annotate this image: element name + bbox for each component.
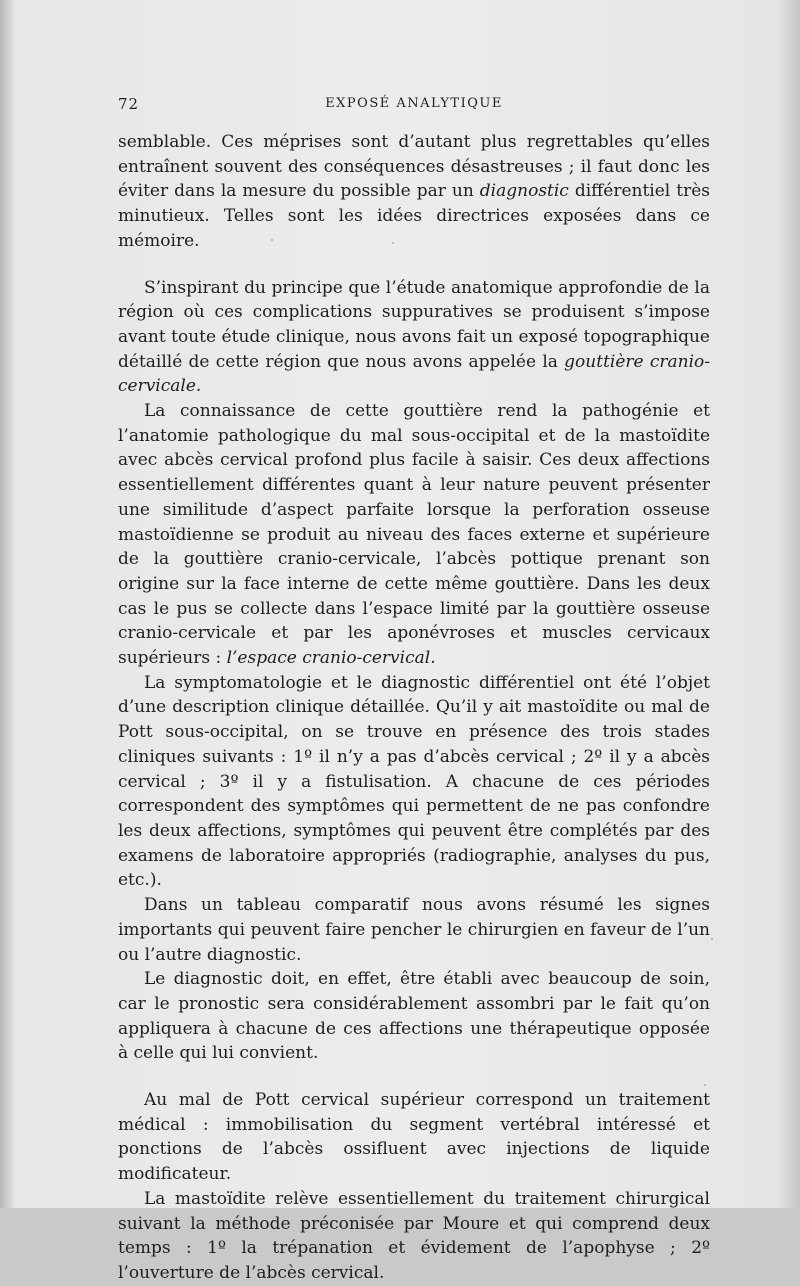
paragraph-1-tail: différentiel très minutieux. Telles sont les idées directrices exposées dans ce mémoire. [118, 181, 710, 251]
paragraph-2-italic: gouttière cranio-cervicale. [118, 351, 711, 397]
paragraph-7 [118, 1088, 710, 1187]
paragraph-3-text: La connaissance de cette gouttière rend la pathogénie et l’anatomie pathologique du mal sous-occipital et de la mastoïdite avec abcès cervical profond plus facile à saisir. Ces deux affections essentiellement différentes quant à leur nature peuvent présenter une similitude d’aspect parfaite lorsque la perforation osseuse mastoïdienne se produit au niveau des faces externe et supérieure de la gouttière cranio-cervicale, l’abcès pottique prenant son origine sur la face interne de cette même gouttière. Dans les deux cas le pus se collecte dans l’espace limité par la gouttière osseuse cranio-cervicale et par les aponévroses et muscles cervicaux supérieurs : [118, 401, 710, 669]
paragraph-1-italic: diagnostic [479, 181, 569, 202]
paragraph-2 [118, 276, 710, 400]
body-text [118, 130, 710, 1286]
scan-speck [121, 242, 123, 244]
paragraph-1-text: semblable. Ces méprises sont d’autant plus regrettables qu’elles entraînent souvent des conséquences désastreuses ; il faut donc les éviter dans la mesure du possible par un [118, 132, 710, 202]
paragraph-7-text: Au mal de Pott cervical supérieur correspond un traitement médical : immobilisation du segment vertébral intéressé et ponctions de l’abcès ossifluent avec injections de liquide modificateur. [118, 1090, 710, 1185]
paragraph-1 [118, 130, 710, 254]
scan-speck [711, 938, 713, 940]
paragraph-2-text: S’inspirant du principe que l’étude anatomique approfondie de la région où ces complications suppuratives se produisent s’impose avant toute étude clinique, nous avons fait un exposé topographique détaillé de cette région que nous avons appelée la [118, 277, 710, 372]
scan-speck [392, 242, 394, 244]
paragraph-3 [118, 399, 710, 671]
paragraph-8-text: La mastoïdite relève essentiellement du traitement chirurgical suivant la méthode préconisée par Moure et qui comprend deux temps : 1º la trépanation et évidement de l’apophyse ; 2º l’ouverture de l’abcès cervical. [118, 1188, 710, 1283]
paragraph-6 [118, 967, 710, 1066]
scan-speck [271, 239, 273, 241]
page-header [118, 95, 710, 119]
paragraph-3-italic: l’espace cranio-cervical. [226, 648, 436, 669]
paragraph-4-text: La symptomatologie et le diagnostic différentiel ont été l’objet d’une description clinique détaillée. Qu’il y ait mastoïdite ou mal de Pott sous-occipital, on se trouve en présence des trois stades cliniques suivants : 1º il n’y a pas d’abcès cervical ; 2º il y a abcès cervical ; 3º il y a fistulisation. A chacune de ces périodes correspondent des symptômes qui permettent de ne pas confondre les deux affections, symptômes qui peuvent être complétés par des examens de laboratoire appropriés (radiographie, analyses du pus, etc.). [118, 672, 710, 891]
scan-speck [704, 1084, 706, 1086]
paragraph-4 [118, 671, 710, 893]
paragraph-5-text: Dans un tableau comparatif nous avons résumé les signes importants qui peuvent faire pencher le chirurgien en faveur de l’un ou l’autre diagnostic. [118, 895, 710, 965]
page-number: 72 [118, 95, 140, 113]
running-title: EXPOSÉ ANALYTIQUE [325, 96, 503, 111]
paragraph-5 [118, 893, 710, 967]
paragraph-8 [118, 1187, 710, 1286]
paragraph-6-text: Le diagnostic doit, en effet, être établi avec beaucoup de soin, car le pronostic sera considérablement assombri par le fait qu’on appliquera à chacune de ces affections une thérapeutique opposée à celle qui lui convient. [118, 969, 710, 1064]
